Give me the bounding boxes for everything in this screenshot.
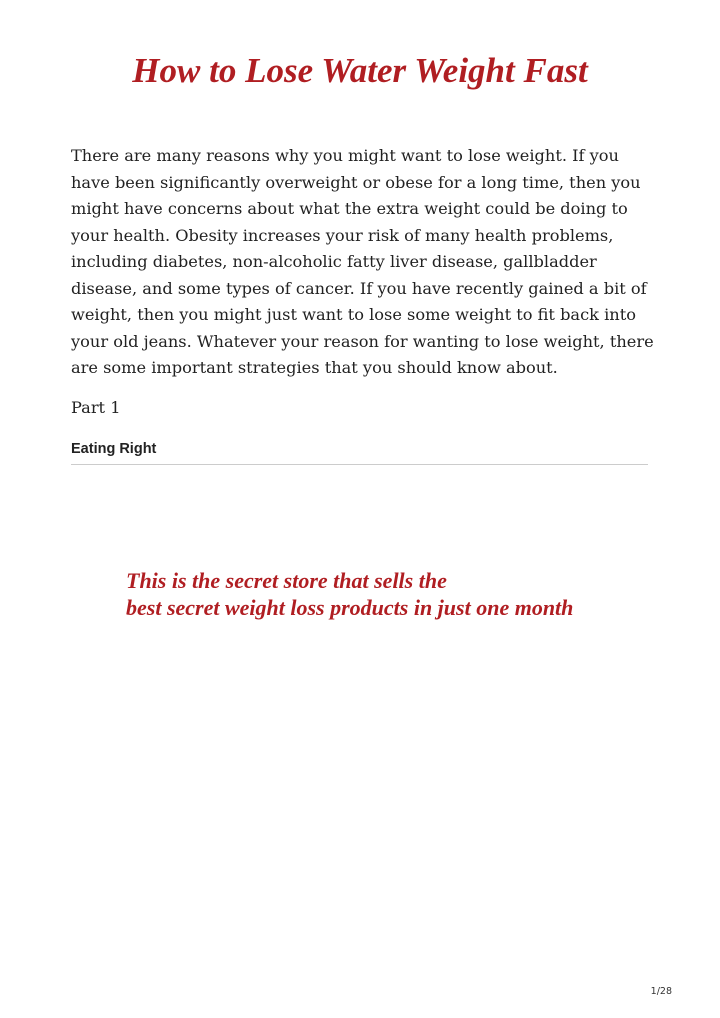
- page-number: 1/28: [650, 986, 672, 997]
- section-divider: [71, 464, 648, 465]
- promo-link[interactable]: [126, 567, 696, 621]
- intro-paragraph: There are many reasons why you might want to lose weight. If you have been significantly overweight or obese for a long time, then you might have concerns about what the extra weight could be doing to your health. Obesity increases your risk of many health problems, including diabetes, non-alcoholic fatty liver disease, gallbladder disease, and some types of cancer. If you have recently gained a bit of weight, then you might just want to lose some weight to fit back into your old jeans. Whatever your reason for wanting to lose weight, there are some important strategies that you should know about.: [71, 146, 654, 377]
- part-label: Part 1: [71, 398, 121, 417]
- section-heading: Eating Right: [71, 441, 157, 457]
- page-title: How to Lose Water Weight Fast: [132, 51, 588, 90]
- promo-line-2[interactable]: best secret weight loss products in just one month: [126, 595, 574, 620]
- promo-line-1[interactable]: This is the secret store that sells the: [126, 568, 447, 593]
